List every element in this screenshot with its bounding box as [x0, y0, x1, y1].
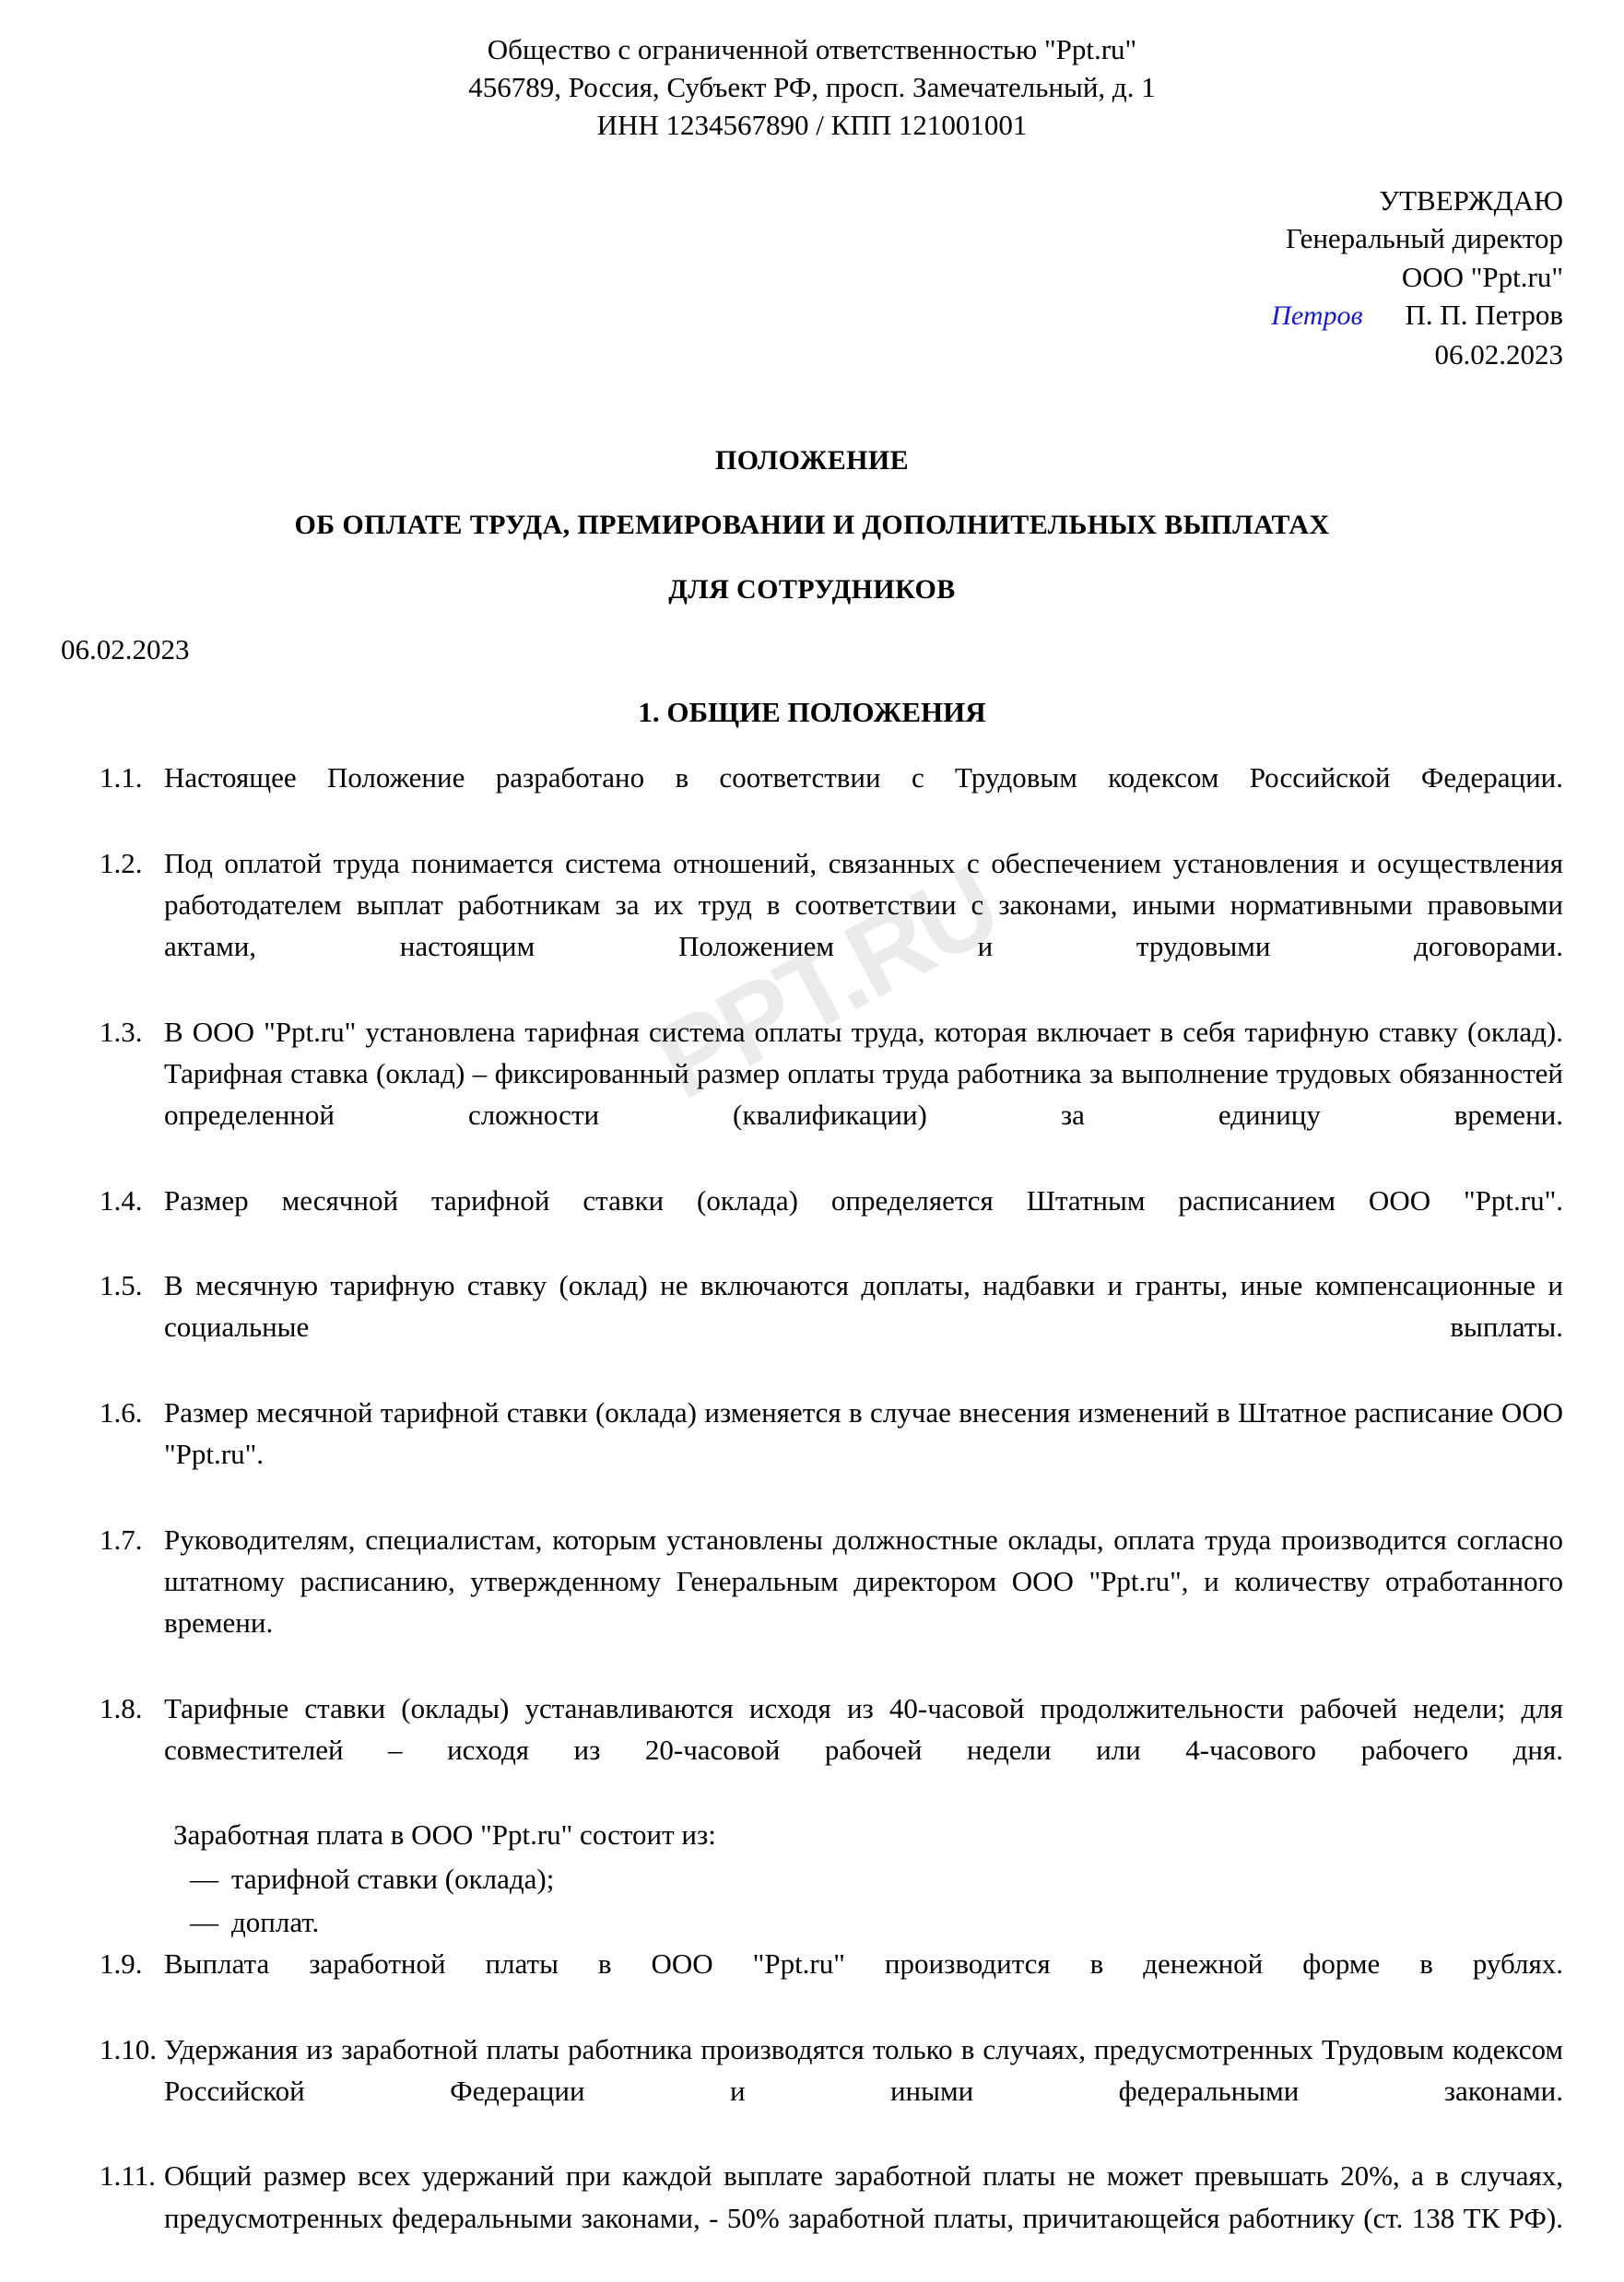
clause-text: Размер месячной тарифной ставки (оклада) изменяется в случае внесения изменений в Штатное расписание ООО "Ppt.ru".: [164, 1395, 1563, 1471]
sublist-item: [164, 1858, 1563, 1900]
clause-item: [61, 1943, 1563, 2027]
title-line-3: ДЛЯ СОТРУДНИКОВ: [668, 574, 956, 606]
organization-header: [61, 31, 1563, 145]
signature-row: [61, 296, 1563, 335]
section-heading: 1. ОБЩИЕ ПОЛОЖЕНИЯ: [638, 696, 986, 729]
em-dash-bullet-icon: —: [190, 1905, 218, 1938]
clause-number: 1.4.: [100, 1183, 143, 1217]
approver-position: Генеральный директор: [1286, 222, 1563, 255]
watermark: PPT.RU: [636, 844, 1017, 1123]
sublist-item-label: тарифной ставки (оклада);: [231, 1862, 555, 1895]
clause-item: [61, 757, 1563, 841]
clause-text: Под оплатой труда понимается система отношений, связанных с обеспечением установления и осуществления работодателем выплат работникам за их труд в соответствии с законами, иными нормативными правовыми актами, настоящим Положением и трудовыми договорами.: [164, 846, 1563, 963]
clause-item: [61, 1011, 1563, 1178]
organization-address: 456789, Россия, Субъект РФ, просп. Замечательный, д. 1: [468, 70, 1156, 103]
approval-heading: УТВЕРЖДАЮ: [1379, 183, 1563, 217]
organization-tax-ids: ИНН 1234567890 / КПП 121001001: [596, 108, 1028, 141]
clause-number: 1.8.: [100, 1691, 143, 1724]
clause-number: 1.10.: [100, 2032, 157, 2065]
clause-item: [61, 842, 1563, 1009]
clause-item: [61, 1688, 1563, 1813]
clause-number: 1.3.: [100, 1015, 143, 1048]
clause-text: Руководителям, специалистам, которым установлены должностные оклады, оплата труда производится согласно штатному расписанию, утвержденному Генеральным директором ООО "Ppt.ru", и количеству отработанного времени.: [164, 1523, 1563, 1640]
document-date: 06.02.2023: [61, 633, 190, 666]
clause-number: 1.1.: [100, 761, 143, 794]
title-line-2: ОБ ОПЛАТЕ ТРУДА, ПРЕМИРОВАНИИ И ДОПОЛНИТЕЛЬНЫХ ВЫПЛАТАХ: [294, 510, 1330, 541]
clause-item: [61, 1265, 1563, 1390]
clause-text: Выплата заработной платы в ООО "Ppt.ru" производится в денежной форме в рублях.: [164, 1947, 1563, 1981]
clause-text: В ООО "Ppt.ru" установлена тарифная система оплаты труда, которая включает в себя тарифную ставку (оклад). Тарифная ставка (оклад) – фиксированный размер оплаты труда работника за выполнение трудовых обязанностей определенной сложности (квалификации) за единицу времени.: [164, 1015, 1563, 1132]
approval-block: [61, 182, 1563, 373]
clause-text: Удержания из заработной платы работника производятся только в случаях, предусмотренных Трудовым кодексом Российской Федерации и иными федеральными законами.: [164, 2032, 1563, 2107]
handwritten-signature: Петров: [1271, 300, 1363, 332]
clause-number: 1.2.: [100, 846, 143, 879]
clause-number: 1.5.: [100, 1269, 143, 1302]
em-dash-bullet-icon: —: [190, 1862, 218, 1895]
clause-item: [61, 1519, 1563, 1686]
approver-company: ООО "Ppt.ru": [1401, 260, 1563, 293]
clause-text: В месячную тарифную ставку (оклад) не включаются доплаты, надбавки и гранты, иные компенсационные и социальные выплаты.: [164, 1269, 1563, 1344]
clause-list: [61, 757, 1563, 2280]
clause-item: [61, 2029, 1563, 2154]
clause-number: 1.9.: [100, 1947, 143, 1981]
page-title: [61, 445, 1563, 606]
sublist-item-label: доплат.: [231, 1905, 320, 1938]
clause-text: Общий размер всех удержаний при каждой выплате заработной платы не может превышать 20%, а в случаях, предусмотренных федеральными законами, - 50% заработной платы, причитающейся работнику (ст. 138 ТК РФ).: [164, 2159, 1563, 2234]
clause-item: [61, 2155, 1563, 2280]
sublist-item: [164, 1901, 1563, 1943]
clause-number: 1.7.: [100, 1523, 143, 1556]
clause-item: [61, 1180, 1563, 1264]
title-line-1: ПОЛОЖЕНИЕ: [714, 445, 910, 476]
clause-number: 1.6.: [100, 1395, 143, 1429]
sublist-intro: Заработная плата в ООО "Ppt.ru" состоит из:: [173, 1818, 716, 1852]
clause-text: Размер месячной тарифной ставки (оклада) определяется Штатным расписанием ООО "Ppt.ru".: [164, 1183, 1563, 1217]
approver-name: П. П. Петров: [1405, 299, 1563, 332]
clause-item: [61, 1392, 1563, 1517]
clause-number: 1.11.: [100, 2159, 156, 2193]
document-content: [61, 31, 1563, 2280]
clause-text: Настоящее Положение разработано в соответствии с Трудовым кодексом Российской Федерации.: [164, 761, 1563, 794]
organization-name: Общество с ограниченной ответственностью "Ppt.ru": [487, 33, 1137, 65]
clause-text: Тарифные ставки (оклады) устанавливаются исходя из 40-часовой продолжительности рабочей недели; для совместителей – исходя из 20-часовой рабочей недели или 4-часового рабочего дня.: [164, 1691, 1563, 1766]
approval-date: 06.02.2023: [1434, 337, 1563, 371]
